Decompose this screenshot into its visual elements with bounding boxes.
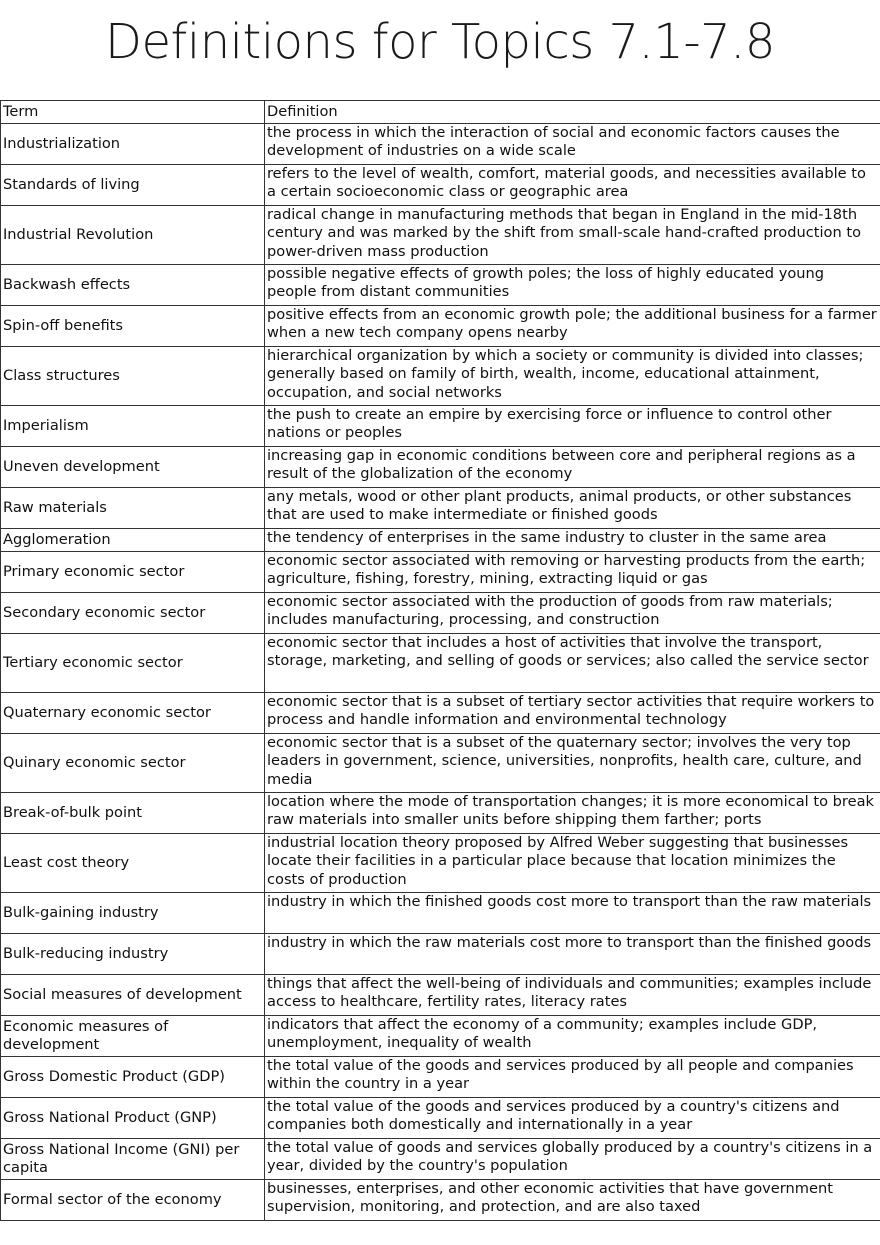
table-row: [1, 306, 880, 347]
definition-cell: positive effects from an economic growth pole; the additional business for a farmer when a new tech company opens nearby: [265, 306, 880, 347]
term-cell: Spin-off benefits: [1, 306, 265, 347]
table-row: [1, 1016, 880, 1057]
table-row: [1, 1180, 880, 1221]
term-cell: Standards of living: [1, 165, 265, 206]
table-row: [1, 834, 880, 893]
table-row: [1, 734, 880, 793]
definition-cell: the tendency of enterprises in the same industry to cluster in the same area: [265, 529, 880, 552]
table-row: [1, 529, 880, 552]
definition-cell: hierarchical organization by which a society or community is divided into classes; generally based on family of birth, wealth, income, educational attainment, occupation, and social networks: [265, 347, 880, 406]
definition-cell: things that affect the well-being of individuals and communities; examples include access to healthcare, fertility rates, literacy rates: [265, 975, 880, 1016]
term-cell: Tertiary economic sector: [1, 634, 265, 693]
definition-cell: refers to the level of wealth, comfort, material goods, and necessities available to a certain socioeconomic class or geographic area: [265, 165, 880, 206]
definition-cell: economic sector that is a subset of tertiary sector activities that require workers to process and handle information and environmental technology: [265, 693, 880, 734]
table-row: [1, 124, 880, 165]
term-cell: Agglomeration: [1, 529, 265, 552]
term-cell: Least cost theory: [1, 834, 265, 893]
definition-cell: economic sector associated with the production of goods from raw materials; includes manufacturing, processing, and construction: [265, 593, 880, 634]
definition-cell: industry in which the finished goods cost more to transport than the raw materials: [265, 893, 880, 934]
table-row: [1, 793, 880, 834]
table-row: [1, 447, 880, 488]
term-cell: Formal sector of the economy: [1, 1180, 265, 1221]
definition-cell: businesses, enterprises, and other economic activities that have government supervision, monitoring, and protection, and are also taxed: [265, 1180, 880, 1221]
definition-cell: radical change in manufacturing methods that began in England in the mid-18th century and was marked by the shift from small-scale hand-crafted production to power-driven mass production: [265, 206, 880, 265]
term-cell: Gross Domestic Product (GDP): [1, 1057, 265, 1098]
definition-cell: the total value of the goods and services produced by all people and companies within the country in a year: [265, 1057, 880, 1098]
term-cell: Raw materials: [1, 488, 265, 529]
term-cell: Uneven development: [1, 447, 265, 488]
term-cell: Social measures of development: [1, 975, 265, 1016]
definition-cell: industrial location theory proposed by Alfred Weber suggesting that businesses locate their facilities in a particular place because that location minimizes the costs of production: [265, 834, 880, 893]
definition-cell: any metals, wood or other plant products, animal products, or other substances that are used to make intermediate or finished goods: [265, 488, 880, 529]
table-header-row: [1, 101, 880, 124]
term-cell: Gross National Product (GNP): [1, 1098, 265, 1139]
term-cell: Industrial Revolution: [1, 206, 265, 265]
term-cell: Break-of-bulk point: [1, 793, 265, 834]
table-row: [1, 975, 880, 1016]
term-cell: Imperialism: [1, 406, 265, 447]
term-cell: Bulk-gaining industry: [1, 893, 265, 934]
definition-cell: possible negative effects of growth poles; the loss of highly educated young people from distant communities: [265, 265, 880, 306]
page-title: Definitions for Topics 7.1-7.8: [105, 14, 775, 70]
table-row: [1, 488, 880, 529]
term-cell: Gross National Income (GNI) per capita: [1, 1139, 265, 1180]
definition-cell: industry in which the raw materials cost more to transport than the finished goods: [265, 934, 880, 975]
term-cell: Quaternary economic sector: [1, 693, 265, 734]
table-row: [1, 893, 880, 934]
definition-cell: increasing gap in economic conditions between core and peripheral regions as a result of the globalization of the economy: [265, 447, 880, 488]
term-cell: Industrialization: [1, 124, 265, 165]
definition-cell: the total value of the goods and services produced by a country's citizens and companies both domestically and internationally in a year: [265, 1098, 880, 1139]
term-cell: Quinary economic sector: [1, 734, 265, 793]
table-row: [1, 1098, 880, 1139]
definitions-table: [0, 100, 880, 1221]
definition-column-header: Definition: [265, 101, 880, 124]
table-row: [1, 934, 880, 975]
definition-cell: economic sector associated with removing or harvesting products from the earth; agriculture, fishing, forestry, mining, extracting liquid or gas: [265, 552, 880, 593]
term-cell: Secondary economic sector: [1, 593, 265, 634]
table-row: [1, 593, 880, 634]
definition-cell: the total value of goods and services globally produced by a country's citizens in a year, divided by the country's population: [265, 1139, 880, 1180]
table-row: [1, 406, 880, 447]
term-cell: Primary economic sector: [1, 552, 265, 593]
table-row: [1, 206, 880, 265]
table-row: [1, 552, 880, 593]
table-row: [1, 1139, 880, 1180]
definition-cell: the process in which the interaction of social and economic factors causes the development of industries on a wide scale: [265, 124, 880, 165]
definition-cell: location where the mode of transportation changes; it is more economical to break raw materials into smaller units before shipping them farther; ports: [265, 793, 880, 834]
table-row: [1, 634, 880, 693]
term-column-header: Term: [1, 101, 265, 124]
definition-cell: economic sector that includes a host of activities that involve the transport, storage, marketing, and selling of goods or services; also called the service sector: [265, 634, 880, 693]
term-cell: Bulk-reducing industry: [1, 934, 265, 975]
table-row: [1, 1057, 880, 1098]
term-cell: Economic measures of development: [1, 1016, 265, 1057]
term-cell: Class structures: [1, 347, 265, 406]
table-row: [1, 165, 880, 206]
term-cell: Backwash effects: [1, 265, 265, 306]
table-row: [1, 265, 880, 306]
definition-cell: indicators that affect the economy of a community; examples include GDP, unemployment, inequality of wealth: [265, 1016, 880, 1057]
table-row: [1, 347, 880, 406]
definition-cell: economic sector that is a subset of the quaternary sector; involves the very top leaders in government, science, universities, nonprofits, health care, culture, and media: [265, 734, 880, 793]
table-row: [1, 693, 880, 734]
definition-cell: the push to create an empire by exercising force or influence to control other nations or peoples: [265, 406, 880, 447]
